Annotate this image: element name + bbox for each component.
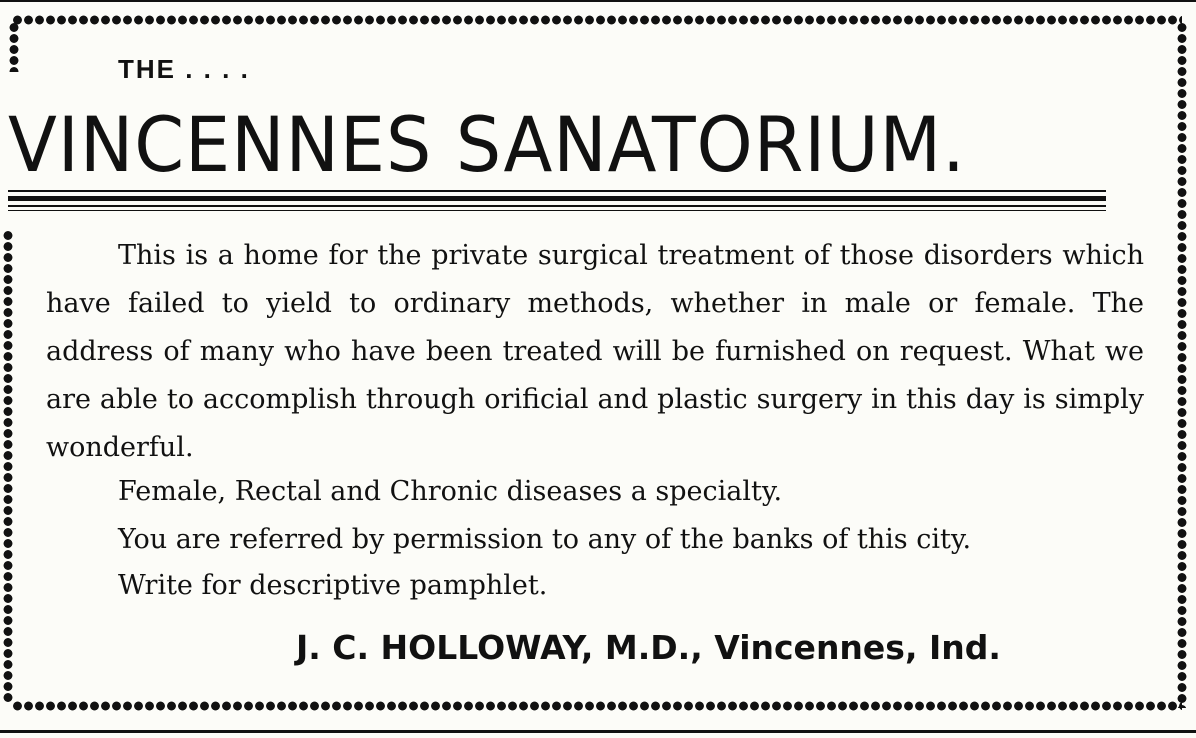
specialty-line: Female, Rectal and Chronic diseases a specialty. <box>118 476 783 507</box>
beaded-border-top <box>12 12 1182 28</box>
beaded-border-right <box>1174 22 1190 708</box>
main-paragraph: This is a home for the private surgical treatment of those disorders which have failed to yield to ordinary methods, whether in male or female. The address of many who have been treated will be furnished on request. What we are able to accomplish through orificial and plastic surgery in this day is simply wonderful. <box>46 240 1144 463</box>
beaded-border-left <box>0 230 16 704</box>
pamphlet-line: Write for descriptive pamphlet. <box>118 570 548 601</box>
advertisement-body <box>46 232 1144 472</box>
signature: J. C. HOLLOWAY, M.D., Vincennes, Ind. <box>296 628 1001 667</box>
kicker-text: THE . . . . <box>118 54 250 84</box>
advertisement-title: VINCENNES SANATORIUM. <box>8 100 966 189</box>
top-rule <box>0 0 1196 2</box>
title-rule-thick <box>8 196 1106 201</box>
references-line: You are referred by permission to any of the banks of this city. <box>118 524 972 555</box>
title-rule-thin <box>8 210 1106 211</box>
title-rule <box>8 205 1106 207</box>
bottom-rule <box>0 730 1196 733</box>
title-rule <box>8 190 1106 192</box>
beaded-border-bottom <box>12 698 1182 714</box>
beaded-border-left-upper <box>6 22 22 72</box>
